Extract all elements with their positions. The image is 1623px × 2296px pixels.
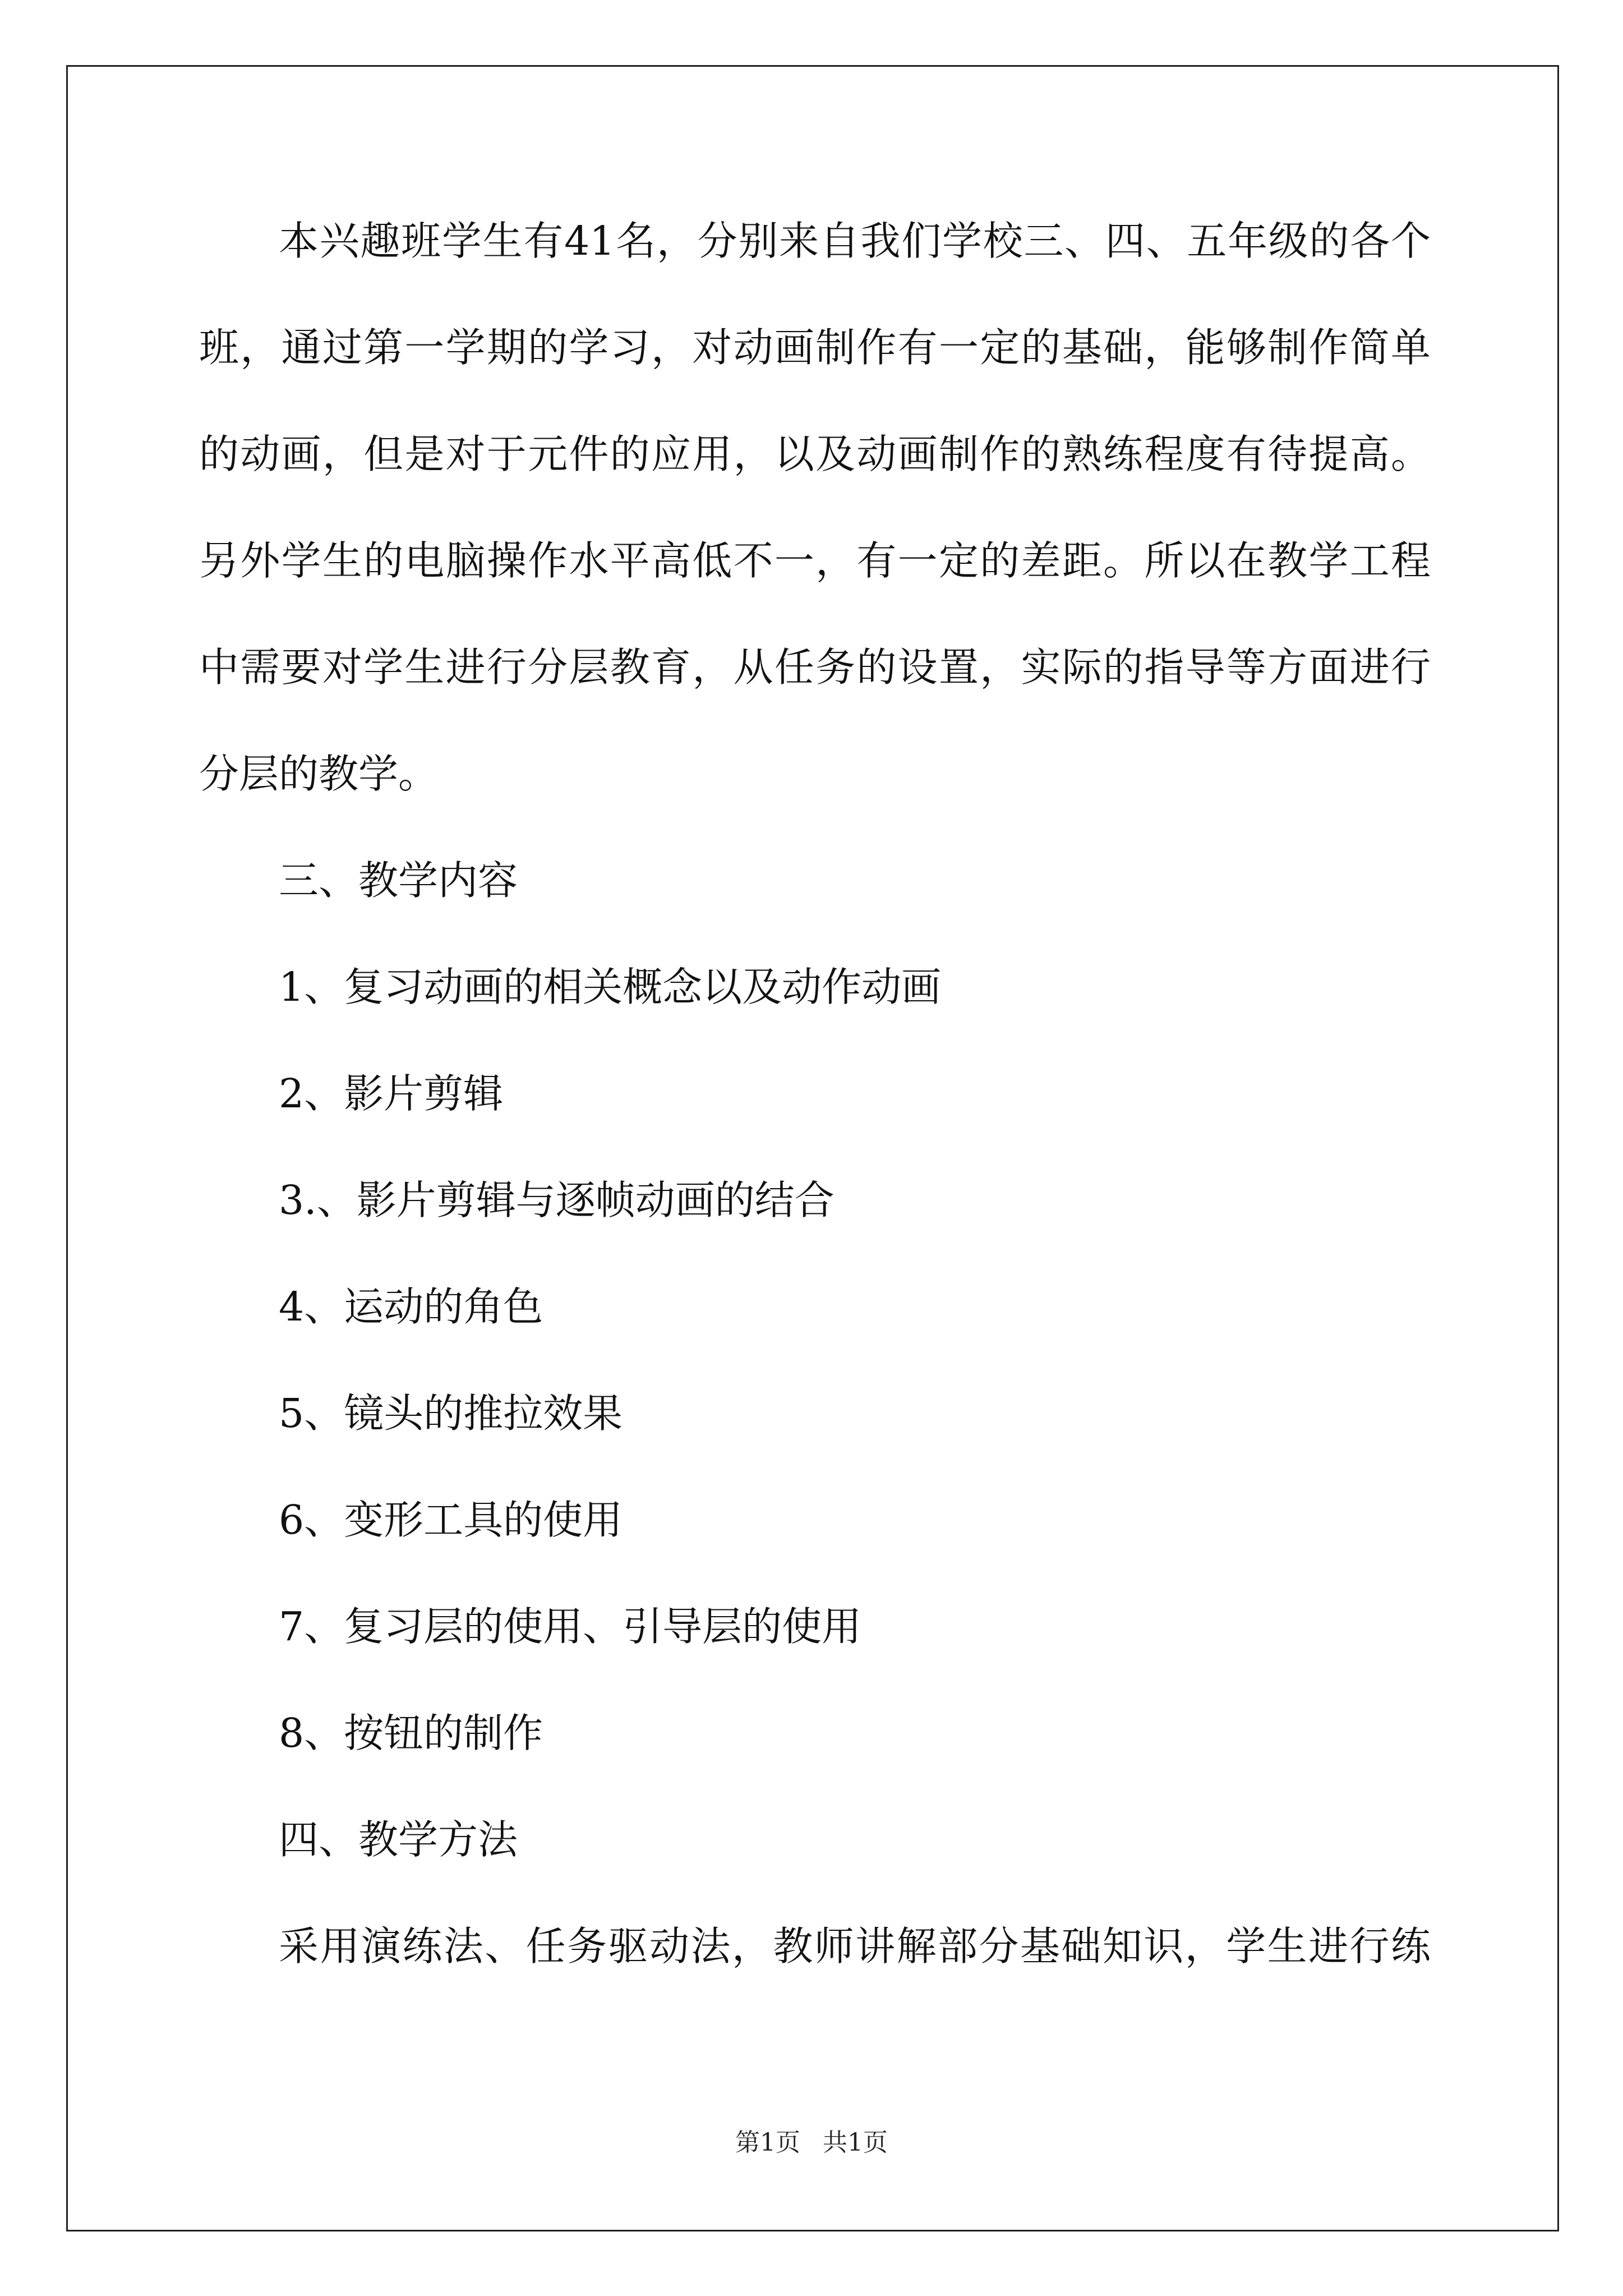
- list-item: 4、运动的角色: [279, 1285, 543, 1329]
- paragraph-line: 采用演练法、任务驱动法，教师讲解部分基础知识，学生进行练: [279, 1924, 1431, 1969]
- page-border: [66, 65, 1559, 2231]
- list-item: 5、镜头的推拉效果: [279, 1391, 623, 1436]
- list-item: 2、影片剪辑: [279, 1071, 504, 1116]
- paragraph-line: 的动画，但是对于元件的应用，以及动画制作的熟练程度有待提高。: [199, 432, 1431, 477]
- page-footer: [0, 2127, 1623, 2159]
- list-item: 8、按钮的制作: [279, 1711, 543, 1756]
- paragraph-line: 另外学生的电脑操作水平高低不一，有一定的差距。所以在教学工程: [199, 539, 1431, 583]
- section-heading-method: 四、教学方法: [279, 1818, 518, 1862]
- section-heading-content: 三、教学内容: [279, 858, 518, 903]
- paragraph-line: 本兴趣班学生有41名，分别来自我们学校三、四、五年级的各个: [279, 219, 1431, 264]
- list-item: 3.、影片剪辑与逐帧动画的结合: [279, 1178, 834, 1223]
- paragraph-line: 班，通过第一学期的学习，对动画制作有一定的基础，能够制作简单: [199, 325, 1431, 370]
- page-total: 共1页: [823, 2128, 888, 2157]
- list-item: 6、变形工具的使用: [279, 1498, 623, 1543]
- list-item: 1、复习动画的相关概念以及动作动画: [279, 965, 942, 1010]
- paragraph-line: 分层的教学。: [199, 752, 439, 797]
- page-number: 第1页: [735, 2128, 800, 2157]
- paragraph-line: 中需要对学生进行分层教育，从任务的设置，实际的指导等方面进行: [199, 645, 1431, 690]
- list-item: 7、复习层的使用、引导层的使用: [279, 1604, 862, 1649]
